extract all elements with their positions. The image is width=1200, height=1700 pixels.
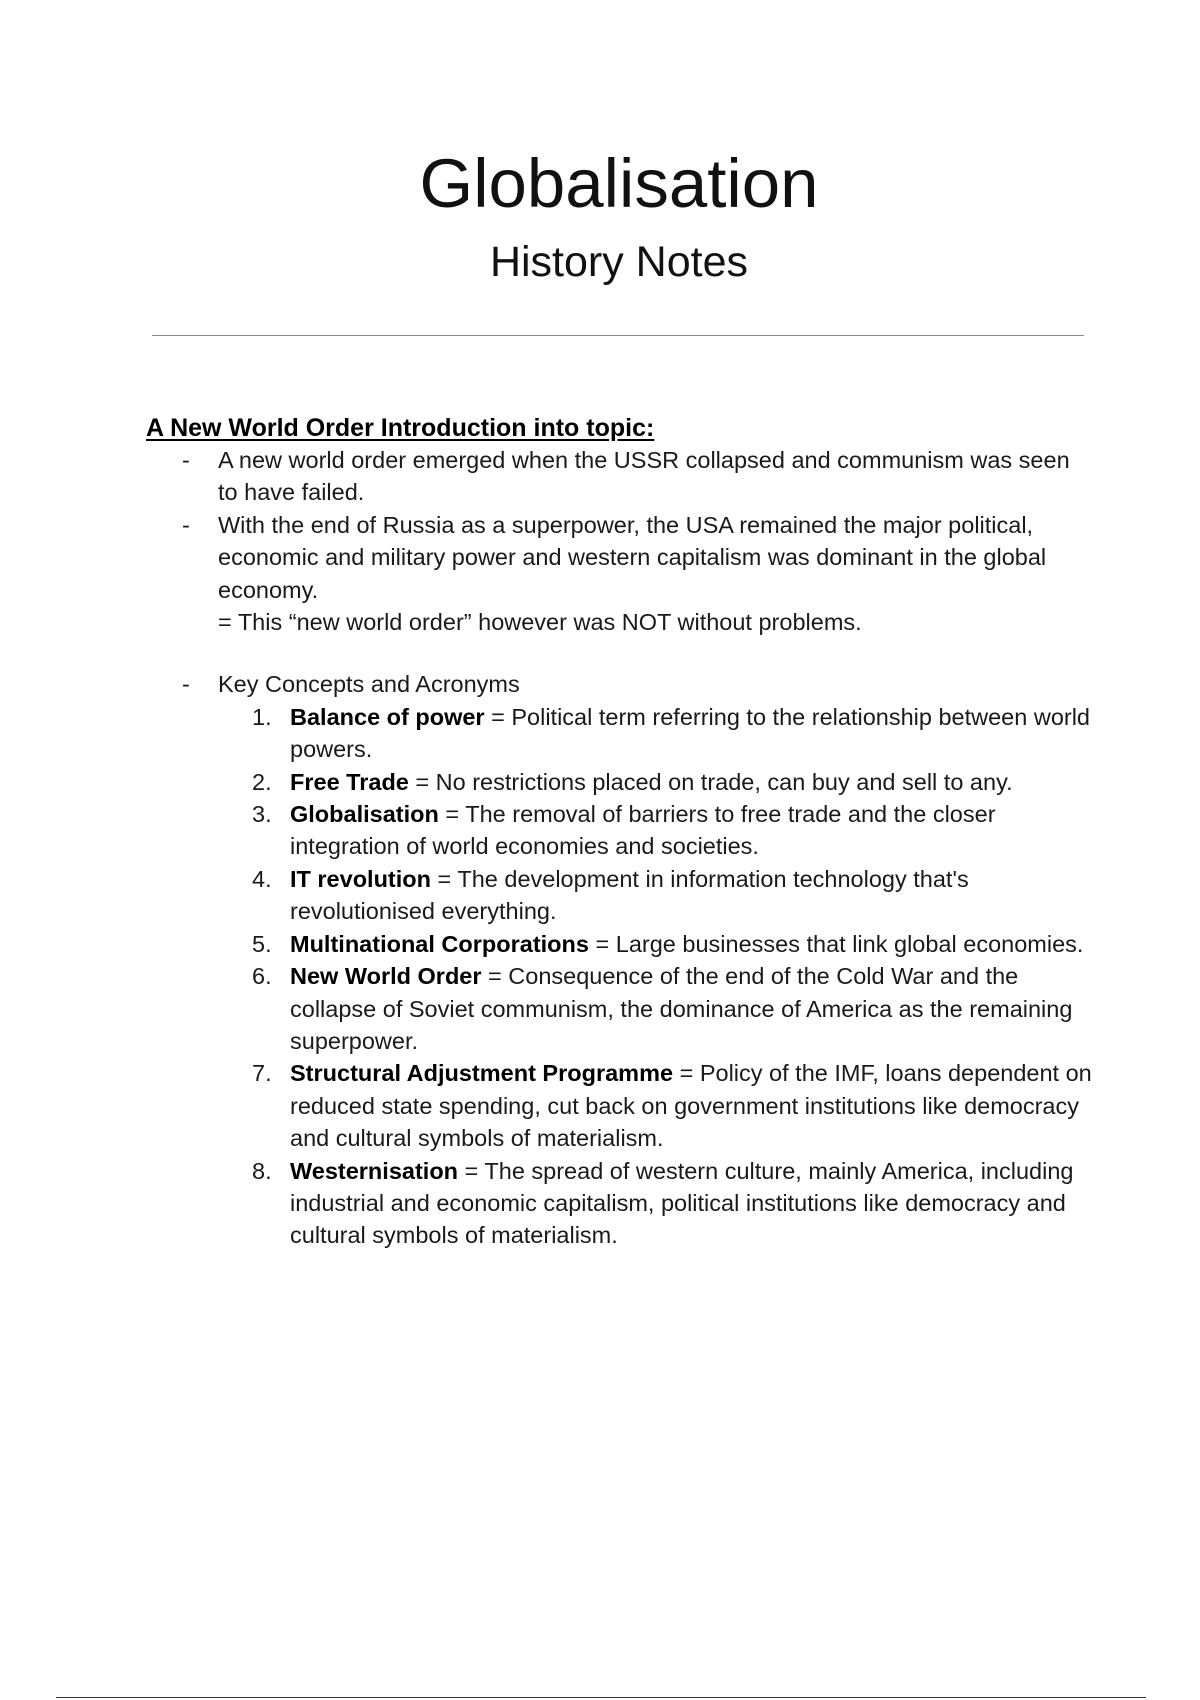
bullet-dash: - [182, 671, 190, 698]
concept-term: IT revolution [290, 865, 431, 892]
list-item [146, 444, 1092, 509]
concept-item [218, 863, 1092, 928]
section-heading: A New World Order Introduction into topic: [146, 414, 655, 442]
concept-item [218, 701, 1092, 766]
intro-bullet-list [146, 444, 1092, 1252]
concept-item [218, 928, 1092, 960]
concept-definition: = Political term referring to the relationship between world powers. [290, 703, 1091, 763]
concept-term: New World Order [290, 963, 482, 990]
concept-number: 1. [252, 703, 272, 730]
concept-item [218, 1057, 1092, 1154]
concept-item [218, 766, 1092, 798]
bullet-dash: - [182, 511, 190, 538]
footer-divider [56, 1697, 1146, 1698]
concept-number: 7. [252, 1060, 272, 1087]
bullet-text: With the end of Russia as a superpower, the USA remained the major political, economic and military power and western capitalism was dominant in the global economy. [218, 511, 1047, 603]
concepts-list [218, 701, 1092, 1252]
concept-number: 3. [252, 801, 272, 828]
concept-number: 6. [252, 963, 272, 990]
concept-term: Multinational Corporations [290, 930, 589, 957]
concept-term: Balance of power [290, 703, 485, 730]
title-divider [152, 335, 1084, 336]
concept-term: Free Trade [290, 768, 409, 795]
concept-term: Structural Adjustment Programme [290, 1060, 674, 1087]
bullet-dash: - [182, 447, 190, 473]
concept-term: Globalisation [290, 801, 439, 828]
notes-content [146, 412, 1092, 1252]
concept-number: 5. [252, 930, 272, 957]
concept-term: Westernisation [290, 1157, 459, 1184]
concept-item [218, 960, 1092, 1057]
list-item [146, 668, 1092, 1251]
bullet-text: A new world order emerged when the USSR collapsed and communism was seen to have failed. [218, 447, 1070, 506]
concept-number: 2. [252, 768, 272, 795]
concept-definition: = Policy of the IMF, loans dependent on reduced state spending, cut back on government institutions like democracy and cultural symbols of materialism. [290, 1060, 1092, 1152]
concept-definition: = Consequence of the end of the Cold War and the collapse of Soviet communism, the dominance of America as the remaining superpower. [290, 963, 1073, 1054]
bullet-note: = This “new world order” however was NOT without problems. [218, 609, 862, 636]
document-subtitle: History Notes [489, 238, 749, 286]
concept-number: 4. [252, 865, 272, 892]
concept-definition: = No restrictions placed on trade, can buy and sell to any. [408, 768, 1013, 795]
list-item [146, 509, 1092, 639]
concept-number: 8. [252, 1157, 272, 1184]
concepts-label: Key Concepts and Acronyms [218, 671, 520, 698]
concept-definition: = The removal of barriers to free trade and the closer integration of world economies and societies. [290, 801, 996, 860]
list-spacer [146, 638, 1092, 668]
concept-definition: = The development in information technology that's revolutionised everything. [290, 865, 969, 925]
concept-item [218, 798, 1092, 863]
document-title: Globalisation [419, 145, 819, 222]
concept-definition: = The spread of western culture, mainly America, including industrial and economic capitalism, political institutions like democracy and cultural symbols of materialism. [290, 1157, 1074, 1249]
concept-definition: = Large businesses that link global economies. [588, 930, 1084, 957]
concept-item [218, 1155, 1092, 1252]
